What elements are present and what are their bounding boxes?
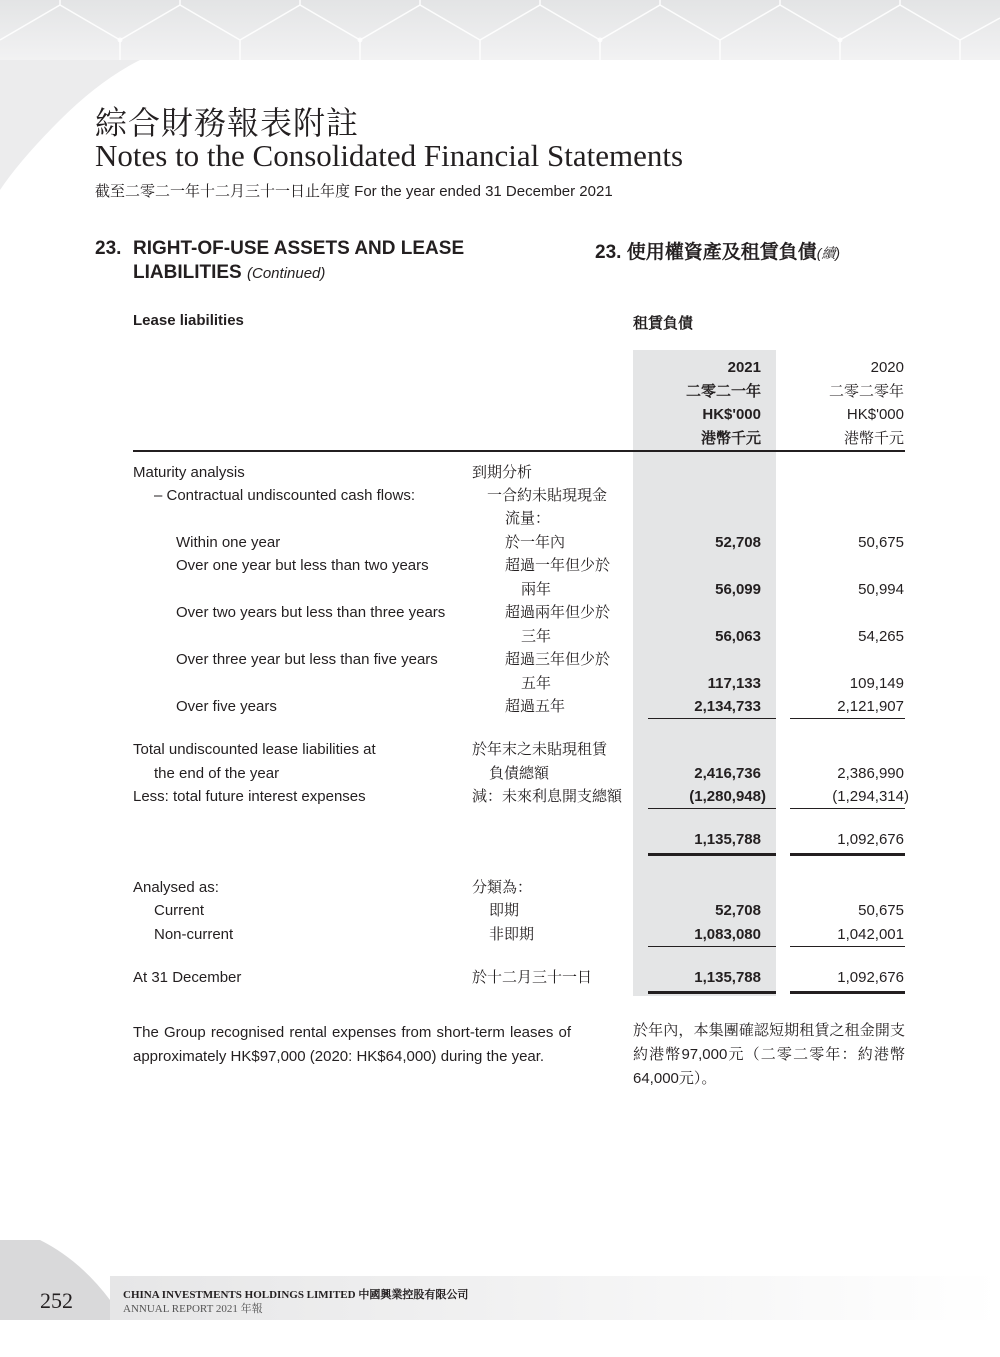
- row-label: Less: total future interest expenses: [133, 788, 366, 805]
- page-title-chinese: 綜合財務報表附註: [95, 104, 360, 142]
- value-2021: 1,135,788: [694, 969, 761, 986]
- row-label-chinese: 於十二月三十一日: [472, 969, 593, 986]
- value-2020: 1,092,676: [837, 969, 904, 986]
- subtotal-rule: [790, 808, 905, 809]
- value-2021: 52,708: [715, 534, 761, 551]
- subtotal-rule: [648, 808, 776, 809]
- row-label-chinese: 超過五年: [505, 698, 566, 715]
- continued-label-chinese: (續): [816, 245, 841, 261]
- row-label-chinese: 非即期: [489, 926, 535, 943]
- total-double-rule: [648, 853, 776, 856]
- row-label: the end of the year: [154, 765, 280, 782]
- unit-label-chinese: 港幣千元: [700, 429, 761, 447]
- total-double-rule: [790, 991, 905, 994]
- page-title-english: Notes to the Consolidated Financial Statements: [95, 138, 684, 173]
- section-heading-chinese: [595, 237, 840, 264]
- row-label-chinese: 於一年內: [505, 534, 566, 551]
- row-label: Non-current: [154, 926, 234, 943]
- value-2020: 109,149: [849, 675, 904, 692]
- value-2021: 117,133: [707, 675, 761, 692]
- year-label-chinese: 二零二一年: [685, 382, 761, 400]
- row-label-chinese: 流量：: [505, 510, 551, 527]
- continued-label: (Continued): [247, 265, 326, 282]
- column-header-2020: [776, 356, 904, 450]
- unit-label: HK$'000: [846, 406, 904, 423]
- row-label: Over three year but less than five years: [176, 651, 438, 668]
- row-label-chinese: 分類為：: [472, 879, 533, 896]
- value-2021: 2,416,736: [694, 765, 761, 782]
- subtotal-rule: [648, 946, 776, 947]
- value-2021: (1,280,948): [689, 788, 766, 805]
- row-label: Maturity analysis: [133, 464, 245, 481]
- row-label-chinese: 到期分析: [472, 464, 533, 481]
- note-paragraph-english: The Group recognised rental expenses from short-term leases of approximately HK$97,000 (2020: HK$64,000) during the year.: [133, 1024, 571, 1065]
- row-label-chinese: 即期: [489, 902, 520, 919]
- row-label-chinese: 五年: [521, 675, 552, 692]
- page-number: 252: [40, 1288, 73, 1313]
- year-label: 2020: [870, 359, 904, 376]
- subtotal-rule: [790, 946, 905, 947]
- value-2021: 52,708: [715, 902, 761, 919]
- value-2021: 1,135,788: [694, 831, 761, 848]
- note-paragraph-chinese: 於年內，本集團確認短期租賃之租金開支約港幣97,000元（二零二零年：約港幣64,000元）。: [633, 1022, 905, 1087]
- value-2020: 50,994: [858, 581, 904, 598]
- value-2020: (1,294,314): [832, 788, 909, 805]
- header-rule: [133, 450, 905, 452]
- row-label-chinese: 兩年: [521, 581, 552, 598]
- value-2021: 2,134,733: [694, 698, 761, 715]
- subtotal-rule: [790, 718, 905, 719]
- value-2021: 56,063: [715, 628, 761, 645]
- unit-label-chinese: 港幣千元: [843, 429, 904, 447]
- row-label: At 31 December: [133, 969, 242, 986]
- row-label-chinese: 減：未來利息開支總額: [472, 788, 623, 805]
- footer-company-name: CHINA INVESTMENTS HOLDINGS LIMITED 中國興業控股有限公司: [123, 1289, 469, 1301]
- year-label-chinese: 二零二零年: [828, 382, 904, 400]
- row-label: Over two years but less than three years: [176, 604, 446, 621]
- row-label-chinese: 超過三年但少於: [505, 651, 611, 668]
- subsection-title-english: Lease liabilities: [133, 312, 244, 329]
- total-double-rule: [790, 853, 905, 856]
- section-title-english: RIGHT-OF-USE ASSETS AND LEASE LIABILITIES: [133, 238, 465, 283]
- value-2020: 50,675: [858, 534, 904, 551]
- footer-report-title: ANNUAL REPORT 2021 年報: [123, 1303, 263, 1315]
- row-label-chinese: 三年: [521, 628, 552, 645]
- value-2020: 2,121,907: [837, 698, 904, 715]
- row-label: Total undiscounted lease liabilities at: [133, 741, 376, 758]
- value-2021: 56,099: [715, 581, 761, 598]
- row-label-chinese: 於年末之未貼現租賃: [472, 741, 608, 758]
- value-2020: 1,042,001: [837, 926, 904, 943]
- unit-label: HK$'000: [702, 406, 761, 423]
- row-label: Over one year but less than two years: [176, 557, 429, 574]
- section-title-chinese: 23. 使用權資產及租賃負債: [595, 242, 817, 263]
- subsection-title-chinese: 租賃負債: [633, 315, 694, 332]
- row-label: Over five years: [176, 698, 277, 715]
- row-label: – Contractual undiscounted cash flows:: [154, 487, 415, 504]
- row-label: Current: [154, 902, 205, 919]
- row-label: Within one year: [176, 534, 281, 551]
- row-label-chinese: 超過一年但少於: [505, 557, 611, 574]
- row-label-chinese: 一合約未貼現現金: [487, 487, 608, 504]
- subtotal-rule: [648, 718, 776, 719]
- value-2020: 2,386,990: [837, 765, 904, 782]
- row-label: Analysed as:: [133, 879, 219, 896]
- column-header-2021: [633, 356, 761, 450]
- value-2020: 1,092,676: [837, 831, 904, 848]
- value-2020: 54,265: [858, 628, 904, 645]
- total-double-rule: [648, 991, 776, 994]
- row-label-chinese: 超過兩年但少於: [505, 604, 611, 621]
- value-2020: 50,675: [858, 902, 904, 919]
- year-label: 2021: [727, 359, 761, 376]
- period-subtitle: 截至二零二一年十二月三十一日止年度 For the year ended 31 December 2021: [95, 183, 613, 200]
- value-2021: 1,083,080: [694, 926, 761, 943]
- section-number: 23.: [95, 238, 122, 259]
- row-label-chinese: 負債總額: [489, 765, 550, 782]
